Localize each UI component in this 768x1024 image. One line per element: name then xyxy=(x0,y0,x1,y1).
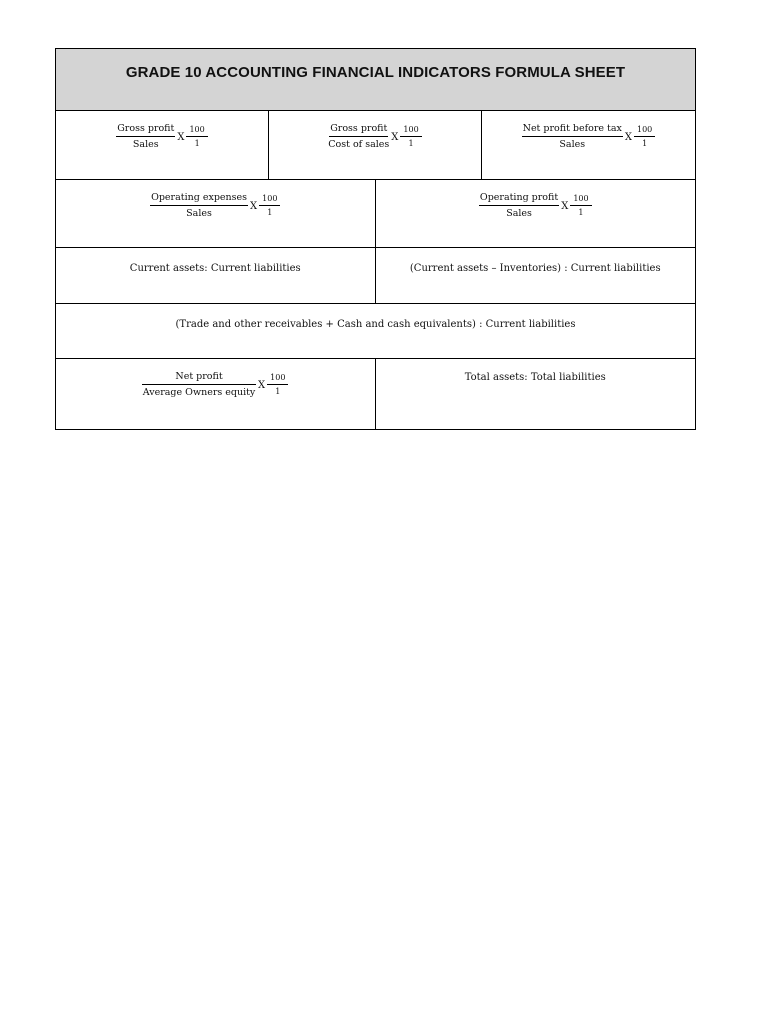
numerator: Net profit before tax xyxy=(522,124,623,137)
multiplier-fraction xyxy=(634,126,655,148)
multiplier-denominator: 1 xyxy=(578,207,584,217)
fraction xyxy=(116,124,175,149)
multiplier-numerator: 100 xyxy=(634,126,655,137)
net-profit-before-tax-on-sales-formula xyxy=(522,124,656,149)
gross-profit-on-sales-formula xyxy=(116,124,208,149)
denominator: Sales xyxy=(132,138,159,150)
gross-profit-on-cost-of-sales-formula xyxy=(328,124,421,149)
numerator: Gross profit xyxy=(116,124,175,137)
sheet-title: GRADE 10 ACCOUNTING FINANCIAL INDICATORS FORMULA SHEET xyxy=(56,49,695,111)
multiplier-numerator: 100 xyxy=(570,195,591,206)
multiplier-fraction xyxy=(186,126,207,148)
multiplier-denominator: 1 xyxy=(408,138,414,148)
numerator: Gross profit xyxy=(329,124,388,137)
multiplier-denominator: 1 xyxy=(194,138,200,148)
multiplier-denominator: 1 xyxy=(275,386,281,396)
numerator: Net profit xyxy=(142,372,256,385)
multiplier-fraction xyxy=(570,195,591,217)
formula-cell-quick-ratio xyxy=(56,304,695,358)
formula-sheet-table xyxy=(55,48,696,430)
multiply-sign: X xyxy=(177,132,185,143)
denominator: Average Owners equity xyxy=(142,386,256,398)
multiplier-fraction xyxy=(267,374,288,396)
denominator: Sales xyxy=(506,207,532,219)
multiplier-fraction xyxy=(400,126,421,148)
fraction xyxy=(142,372,256,397)
numerator: Operating profit xyxy=(479,193,559,206)
current-ratio-formula: Current assets: Current liabilities xyxy=(129,263,301,274)
formula-cell-operating-profit xyxy=(376,180,696,247)
multiplier-numerator: 100 xyxy=(400,126,421,137)
multiply-sign: X xyxy=(258,380,266,391)
return-on-owners-equity-formula xyxy=(142,372,288,397)
multiplier-numerator: 100 xyxy=(267,374,288,385)
table-row xyxy=(56,359,695,429)
solvency-ratio-formula: Total assets: Total liabilities xyxy=(464,372,606,383)
fraction xyxy=(522,124,623,149)
multiplier-fraction xyxy=(259,195,280,217)
fraction xyxy=(479,193,559,218)
formula-cell-return-on-equity xyxy=(56,359,376,429)
multiply-sign: X xyxy=(561,201,569,212)
denominator: Cost of sales xyxy=(328,138,390,150)
formula-cell-operating-expenses xyxy=(56,180,376,247)
formula-cell-gross-profit-markup xyxy=(269,111,482,179)
denominator: Sales xyxy=(186,207,212,219)
multiplier-numerator: 100 xyxy=(186,126,207,137)
table-row xyxy=(56,304,695,359)
table-row xyxy=(56,180,695,248)
numerator: Operating expenses xyxy=(150,193,248,206)
multiply-sign: X xyxy=(624,132,632,143)
multiplier-denominator: 1 xyxy=(267,207,273,217)
formula-cell-net-profit-before-tax xyxy=(482,111,695,179)
multiply-sign: X xyxy=(250,201,258,212)
formula-cell-acid-test-ratio xyxy=(376,248,696,303)
denominator: Sales xyxy=(559,138,586,150)
table-row xyxy=(56,248,695,304)
table-row xyxy=(56,111,695,180)
formula-cell-gross-profit-margin xyxy=(56,111,269,179)
fraction xyxy=(328,124,389,149)
multiplier-numerator: 100 xyxy=(259,195,280,206)
acid-test-ratio-formula: (Current assets – Inventories) : Current liabilities xyxy=(409,263,661,274)
formula-cell-current-ratio xyxy=(56,248,376,303)
operating-profit-on-sales-formula xyxy=(479,193,592,218)
receivables-cash-ratio-formula: (Trade and other receivables + Cash and cash equivalents) : Current liabilities xyxy=(175,319,576,330)
multiply-sign: X xyxy=(391,132,399,143)
multiplier-denominator: 1 xyxy=(642,138,648,148)
fraction xyxy=(150,193,248,218)
operating-expenses-on-sales-formula xyxy=(150,193,280,218)
formula-cell-solvency-ratio xyxy=(376,359,696,429)
